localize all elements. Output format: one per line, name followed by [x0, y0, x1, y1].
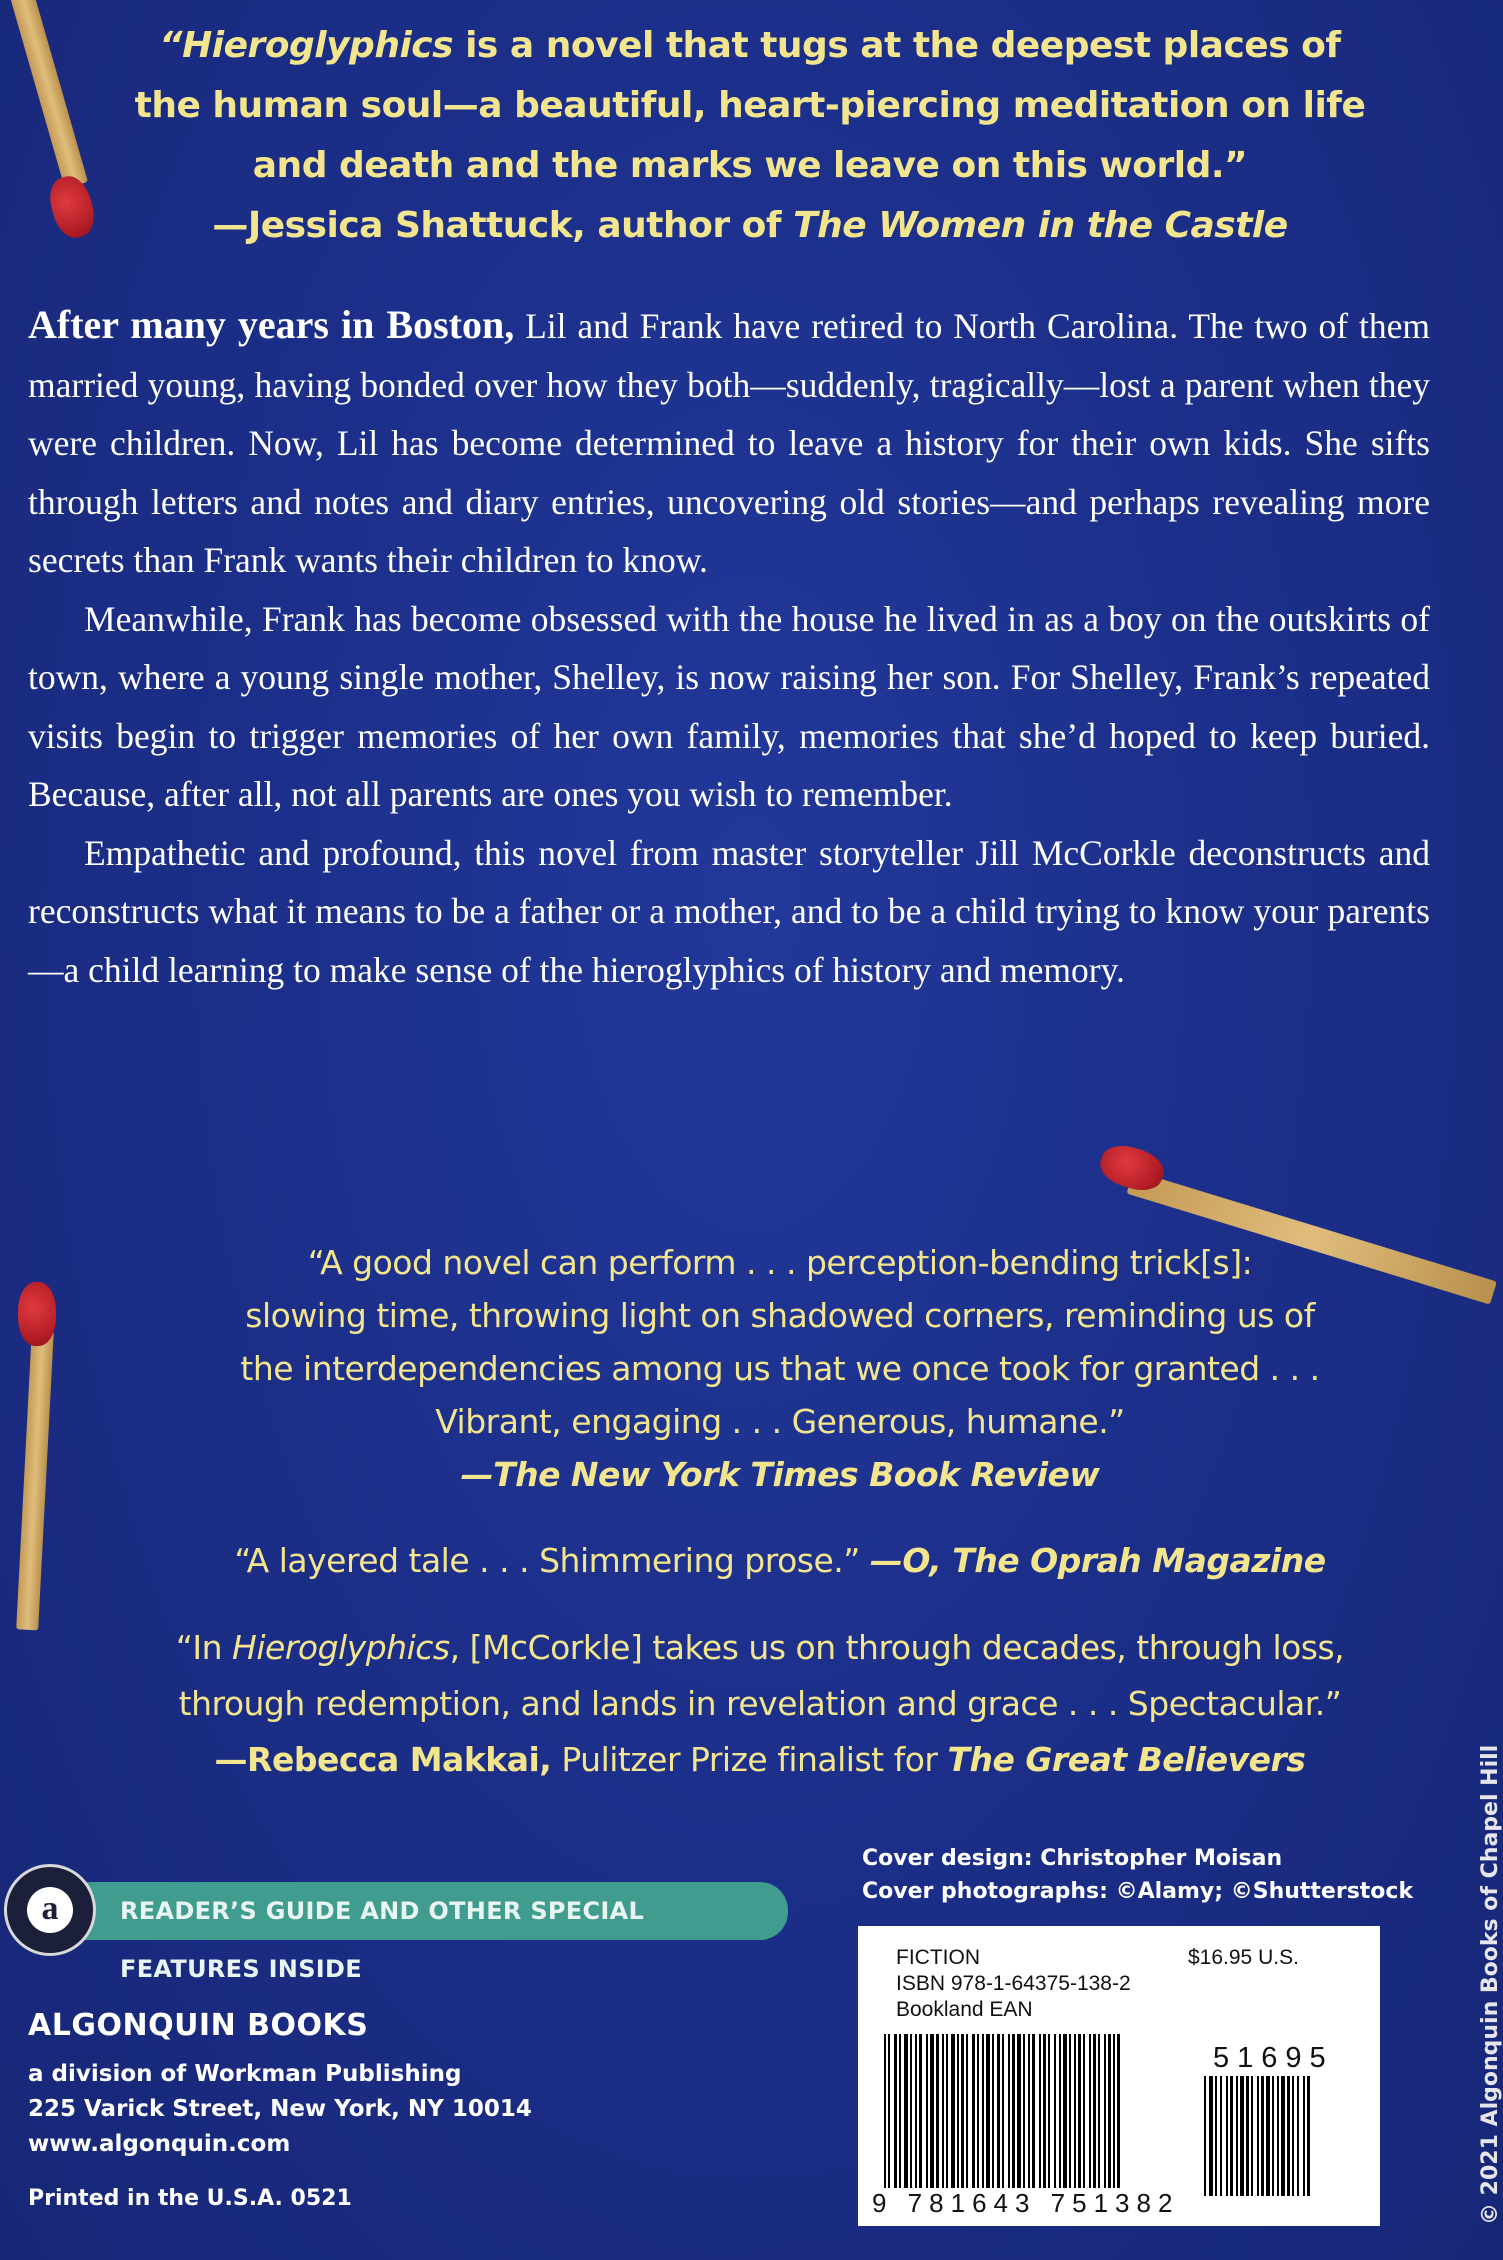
copyright-notice: © 2021 Algonquin Books of Chapel Hill	[1478, 1744, 1503, 2225]
barcode-digits: 9 781643 751382	[872, 2188, 1180, 2218]
readers-guide-banner: READER’S GUIDE AND OTHER SPECIAL FEATURES INSIDE	[80, 1882, 788, 1940]
algonquin-logo-icon: a	[27, 1887, 73, 1933]
barcode-bar	[1117, 2034, 1120, 2199]
book-title: “Hieroglyphics	[159, 25, 454, 66]
description-paragraph: Empathetic and profound, this novel from master storyteller Jill McCorkle deconstructs and reconstructs what it means to be a father or a mother, and to be a child trying to know your parents—a child learning to make sense of the hieroglyphics of history and memory.	[28, 832, 1430, 990]
addon-barcode-image	[1204, 2076, 1344, 2196]
description-paragraph: After many years in Boston, Lil and Frank have retired to North Carolina. The two of them married young, having bonded over how they both—suddenly, tragically—lost a parent when they were children. Now, Lil has become determined to leave a history for their own kids. She sifts through letters and notes and diary entries, uncovering old stories—and perhaps revealing more secrets than Frank wants their children to know.	[28, 302, 1431, 580]
price-label: $16.95 U.S.	[1188, 1946, 1299, 1969]
publisher-name: ALGONQUIN BOOKS	[28, 2008, 369, 2043]
cover-credits: Cover design: Christopher Moisan Cover photographs: ©Alamy; ©Shutterstock	[862, 1846, 1414, 1904]
addon-code: 51695	[1213, 2042, 1334, 2074]
book-description	[28, 296, 1430, 999]
quote-attribution: —The New York Times Book Review	[460, 1455, 1100, 1494]
barcode-panel	[858, 1926, 1380, 2226]
printed-in-line: Printed in the U.S.A. 0521	[28, 2186, 352, 2211]
description-paragraph: Meanwhile, Frank has become obsessed with the house he lived in as a boy on the outskirts of town, where a young single mother, Shelley, is now raising her son. For Shelley, Frank’s repeated visits begin to trigger memories of her own family, memories that she’d hoped to keep buried. Because, after all, not all parents are ones you wish to remember.	[28, 598, 1430, 814]
category-label: FICTION	[896, 1946, 980, 1969]
makkai-review-quote: “In Hieroglyphics, [McCorkle] takes us on through decades, through loss, through redemption, and lands in revelation and grace . . . Spectacular.” —Rebecca Makkai, Pulitzer Prize finalist for The Great Believers	[110, 1620, 1410, 1788]
isbn-label: ISBN 978-1-64375-138-2	[896, 1972, 1131, 1995]
publisher-info: ALGONQUIN BOOKS a division of Workman Publishing 225 Varick Street, New York, NY 10014 www.algonquin.com	[28, 2008, 532, 2162]
quote-attribution: —Rebecca Makkai, Pulitzer Prize finalist for The Great Believers	[214, 1740, 1306, 1779]
quote-attribution: —Jessica Shattuck, author of The Women in the Castle	[212, 205, 1288, 246]
barcode-image	[884, 2034, 1184, 2199]
quote-attribution: —O, The Oprah Magazine	[869, 1541, 1326, 1580]
match-left-image	[0, 1270, 90, 1630]
readers-round-table-logo	[4, 1864, 96, 1956]
ean-label: Bookland EAN	[896, 1998, 1033, 2021]
oprah-review-quote: “A layered tale . . . Shimmering prose.” —O, The Oprah Magazine	[234, 1541, 1326, 1580]
top-review-quote: “Hieroglyphics is a novel that tugs at the deepest places of the human soul—a beautiful, heart-piercing meditation on life and death and the marks we leave on this world.” —Jessica Shattuck, author of The Women in the Castle	[90, 16, 1410, 256]
barcode-bar	[1307, 2076, 1310, 2196]
publisher-website: www.algonquin.com	[28, 2131, 291, 2157]
nyt-review-quote: “A good novel can perform . . . perception-bending trick[s]: slowing time, throwing light on shadowed corners, reminding us of the interdependencies among us that we once took for granted . . . Vibrant, engaging . . . Generous, humane.” —The New York Times Book Review	[130, 1236, 1430, 1501]
